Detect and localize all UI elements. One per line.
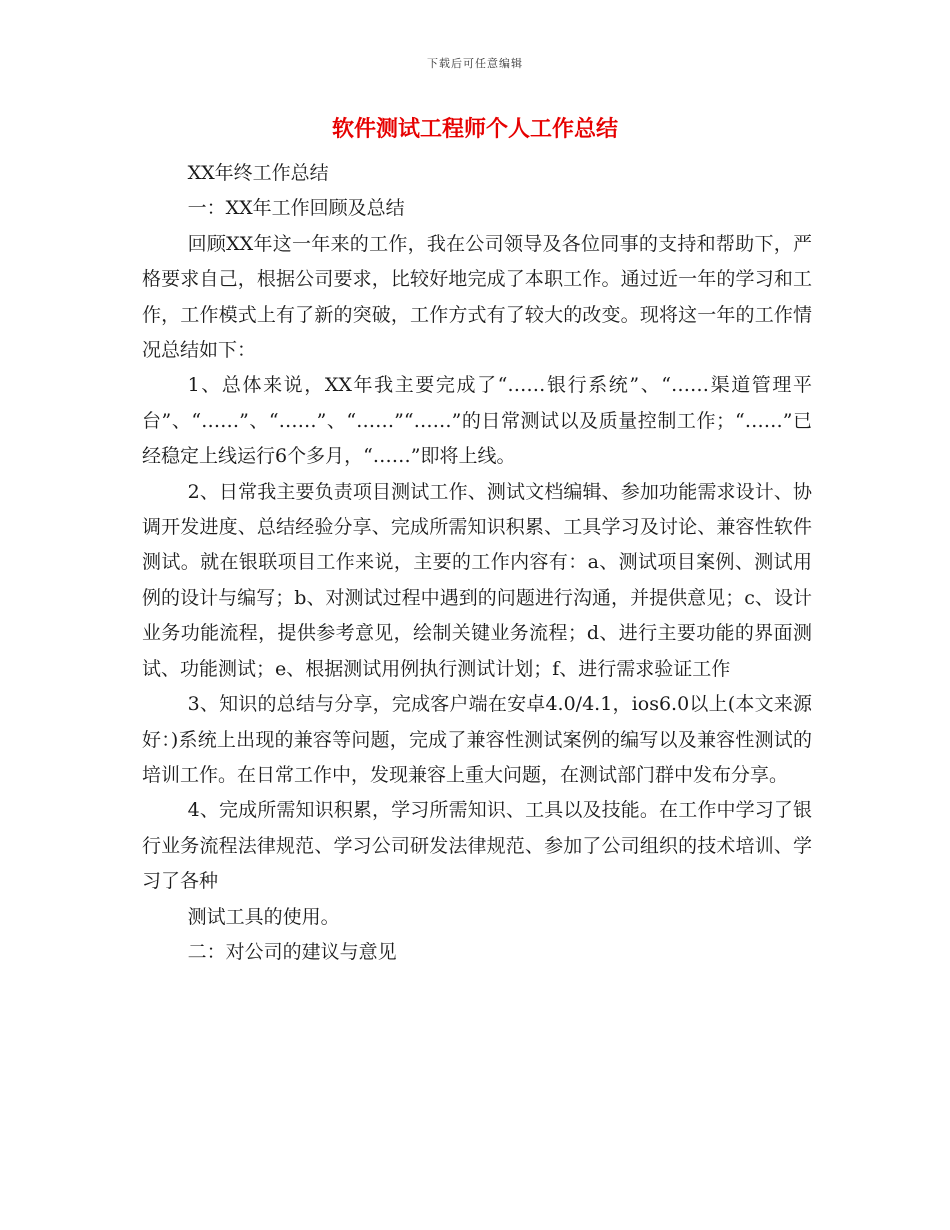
page-header-note: 下载后可任意编辑 — [427, 57, 523, 70]
paragraph-item-4-continued: 测试工具的使用。 — [187, 905, 340, 928]
paragraph-item-4: 4、完成所需知识积累，学习所需知识、工具以及技能。在工作中学习了银行业务流程法律规范、学习公司研发法律规范、参加了公司组织的技术培训、学习了各种 — [142, 799, 812, 893]
paragraph-item-1: 1、总体来说，XX年我主要完成了“……银行系统”、“……渠道管理平台”、“……”、“……”、“……”“……”的日常测试以及质量控制工作；“……”已经稳定上线运行6个多月，“……”即将上线。 — [142, 374, 812, 468]
paragraph-section-two-heading: 二：对公司的建议与意见 — [187, 940, 397, 963]
paragraph-section-one-heading: 一：XX年工作回顾及总结 — [187, 197, 405, 220]
paragraph-item-3: 3、知识的总结与分享，完成客户端在安卓4.0/4.1，ios6.0以上(本文来源好：)系统上出现的兼容等问题，完成了兼容性测试案例的编写以及兼容性测试的培训工作。在日常工作中，发现兼容上重大问题，在测试部门群中发布分享。 — [142, 693, 812, 786]
document-body — [142, 156, 812, 970]
paragraph-item-2: 2、日常我主要负责项目测试工作、测试文档编辑、参加功能需求设计、协调开发进度、总结经验分享、完成所需知识积累、工具学习及讨论、兼容性软件测试。就在银联项目工作来说，主要的工作内容有：a、测试项目案例、测试用例的设计与编写；b、对测试过程中遇到的问题进行沟通，并提供意见；c、设计业务功能流程，提供参考意见，绘制关键业务流程；d、进行主要功能的界面测试、功能测试；e、根据测试用例执行测试计划；f、进行需求验证工作 — [142, 480, 812, 680]
paragraph-year-summary: XX年终工作总结 — [187, 162, 329, 184]
document-title: 软件测试工程师个人工作总结 — [331, 117, 618, 142]
paragraph-review: 回顾XX年这一年来的工作，我在公司领导及各位同事的支持和帮助下，严格要求自己，根据公司要求，比较好地完成了本职工作。通过近一年的学习和工作，工作模式上有了新的突破，工作方式有了较大的改变。现将这一年的工作情况总结如下： — [142, 232, 812, 362]
